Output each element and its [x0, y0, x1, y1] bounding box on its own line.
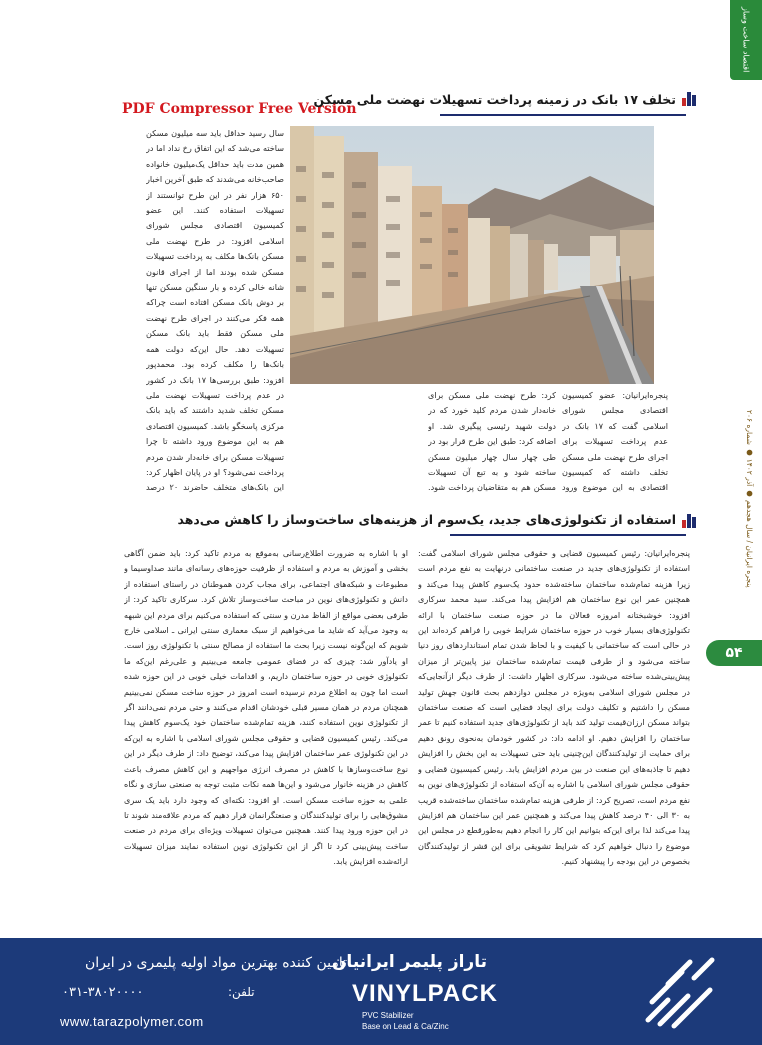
article1-column-right: [562, 388, 668, 498]
article1-column-middle: [428, 388, 556, 498]
ad-product-base: Base on Lead & Ca/Zinc: [362, 1022, 449, 1031]
ad-brand: VINYLPACK: [352, 980, 498, 1007]
headline-underline: [440, 114, 686, 116]
pdf-watermark: PDF Compressor Free Version: [122, 101, 357, 117]
article1-paragraph: پنجره‌ایرانیان: عضو کمیسیون اقتصادی مجلس شورای اسلامی گفت که ۱۷ بانک در عدم پرداخت تسهیلات برای اجرای طرح نهضت ملی مسکن تخلف داشته که کمیسیون اقتصادی به این موضوع ورود: [562, 390, 668, 493]
ad-website-link[interactable]: www.tarazpolymer.com: [60, 1014, 204, 1029]
section-tab-label: اقتصاد ساخت وساز: [741, 7, 751, 73]
article2-paragraph: او با اشاره به ضرورت اطلاع‌رسانی به‌موقع به مردم تاکید کرد: باید ضمن آگاهی بخشی و آموزش به مردم و استفاده از ظرفیت حوزه‌های رسانه‌ای مانند صداوسیما و مطبوعات و شبکه‌های اجتماعی، برای مجاب کردن هموطنان در راستای استفاده از دانش و تکنولوژی‌های نوین در مباحث ساخت‌وساز تلاش کرد. سرکاری تاکید کرد: از طرفی بعضی مواقع از الفاظ مدرن و سنتی که استفاده می‌کنیم برای مردم این شبهه به وجود می‌آید که شاید ما می‌خواهیم از سبک معماری سنتی ایرانی ـ اسلامی خارج شویم که این‌گونه نیست زیرا بحث ما استفاده از مصالح سنتی با تکنولوژی روز است. او یادآور شد: چیزی که در فضای عمومی جامعه می‌بینیم و علی‌رغم این‌که ما تکنولوژی خوبی در حوزه ساختمان داریم، و اقدامات خیلی خوبی در این حوزه شده است اما چون به اطلاع مردم نرسیده است امروز در حوزه ساخت مسکن نمی‌بینیم همچنان مردم در همان مسیر قبلی خودشان اقدام می‌کنند و حتی مردم نمی‌دانند اگر از تکنولوژی نوین استفاده کنند، هزینه تمام‌شده ساختمان خود یک‌سوم کاهش پیدا می‌کند. رئیس کمیسیون قضایی و حقوقی مجلس شورای اسلامی با اشاره به این‌که در این تکنولوژی عمر ساختمان افزایش پیدا می‌کند، توضیح داد: از طرف دیگر در این نوع ساخت‌وسازها با کاهش در مصرف انرژی مواجهیم و این کاهش مصرف باعث کاهش در هزینه خانوار می‌شود و این‌ها همه نکات مثبت توجه به صنعتی سازی و نگاه علمی به حوزه ساخت مسکن است. او افزود: نکته‌ای که وجود دارد باید یک سری مشوق‌هایی را برای تولیدکنندگان و صنعتگرانمان قرار دهیم که مردم علاقه‌مند شوند تا در این حوزه ورود پیدا کنند. همچنین می‌توان تسهیلات ویژه‌ای برای مردم در صنعت ساخت پیش‌بینی کرد تا اگر از این تکنولوژی نوین استفاده نمایند میزان تسهیلات ارائه‌شده افزایش یابد.: [124, 548, 408, 867]
article1-column-left: [146, 126, 284, 496]
headline-underline: [450, 534, 686, 536]
ad-slogan: تامین کننده بهترین مواد اولیه پلیمری در ایران: [84, 955, 347, 971]
page-number: ۵۴: [706, 640, 762, 666]
ad-product-line: PVC Stabilizer: [362, 1011, 414, 1020]
article2-column-right: [418, 546, 690, 928]
headline-bars-icon: [682, 514, 696, 528]
issue-info: پنجره ایرانیان / سال هجدهم ● آذر ۱۴۰۲ ● شماره ۲۰۶: [745, 410, 754, 588]
section-tab: [730, 0, 762, 80]
article2-paragraph: پنجره‌ایرانیان: رئیس کمیسیون قضایی و حقوقی مجلس شورای اسلامی گفت: استفاده از تکنولوژی‌های جدید در صنعت ساختمانی درنهایت به نفع مردم است زیرا هزینه تمام‌شده ساختمان ساخته‌شده حدود یک‌سوم کاهش پیدا می‌کند و همچنین عمر این نوع ساختمان هم افزایش پیدا می‌کند. سید محمد سرکاری افزود: خوشبختانه امروزه فعالان ما در حوزه صنعت ساختمان با ارائه تکنولوژی‌های بسیار خوب در حوزه ساختمان شرایط خوبی را فراهم کرده‌اند این در حالی است که ساختمانی با کیفیت و با لحاظ شدن تمام استانداردهای روز دنیا ساخته می‌شود و از طرفی قیمت تمام‌شده ساختمان نیز پایین‌تر از میزان پیش‌بینی‌شده ساخته می‌شود. سرکاری اظهار داشت: از طرف دیگر ازآنجایی‌که در مجلس شورای اسلامی به‌ویژه در مجلس دوازدهم بحث قانون جهش تولید مسکن را داشتیم و تکلیف دولت برای ایجاد فضایی است که صنعت ساختمان بتواند مسکن ارزان‌قیمت تولید کند باید از تکنولوژی‌های جدید استفاده کنیم تا عمر ساختمان را افزایش دهیم. او ادامه داد: در کشور خودمان به‌نحوی رونق دهیم برای حمایت از تولیدکنندگان این‌چنینی باید حتی تسهیلات به این بخش را افزایش دهیم تا جاذبه‌های این صنعت در بین مردم افزایش یابد. رئیس کمیسیون قضایی و حقوقی مجلس شورای اسلامی با اشاره به آن‌که استفاده از تکنولوژی‌های نوین به نفع مردم است، تصریح کرد: از طرفی هزینه تمام‌شده ساختمان ساخته‌شده قریب به ۳۰ الی ۴۰ درصد کاهش پیدا می‌کند و همچنین عمر این ساختمان هم افزایش پیدا می‌کند لذا برای این‌که بتوانیم این کار را انجام دهیم به‌طورقطع در مجلس این موضوع را دنبال خواهیم کرد که شرایط تشویقی برای این قشر از تولیدکنندگان بخصوص در این بودجه را پیشنهاد کنیم.: [418, 548, 690, 867]
headline-bars-icon: [682, 92, 696, 106]
housing-project-photo: [290, 126, 654, 384]
advertisement-banner[interactable]: [0, 938, 762, 1045]
ad-phone-label: تلفن:: [228, 985, 255, 999]
article1-title: تخلف ۱۷ بانک در زمینه پرداخت تسهیلات نهضت ملی مسکن: [313, 92, 676, 107]
taraz-logo-icon: [638, 950, 722, 1034]
article1-paragraph: کرد: طرح نهضت ملی مسکن برای خانه‌دار شدن مردم کلید خورد که در دولت شهید رئیسی پیگیری شد. او اضافه کرد: طبق این طرح قرار بود در طی چهار سال چهار میلیون مسکن ساخته شود و به تبع آن تسهیلات مسکن هم به متقاضیان پرداخت شود.: [428, 390, 556, 493]
article2-title: استفاده از تکنولوژی‌های جدید، یک‌سوم از هزینه‌های ساخت‌وساز را کاهش می‌دهد: [177, 512, 676, 527]
article1-column-middle-2: [290, 388, 422, 498]
ad-phone: ۰۳۱-۳۸۰۲۰۰۰۰: [62, 985, 144, 1000]
article1-paragraph: سال رسید حداقل باید سه میلیون مسکن ساخته می‌شد که این اتفاق رخ نداد اما در همین مدت باید حداقل یک‌میلیون خانواده صاحب‌خانه می‌شدند که طبق آخرین اخبار ۶۵۰ هزار نفر در این طرح توانستند از تسهیلات استفاده کنند. این عضو کمیسیون اقتصادی مجلس شورای اسلامی افزود: در طرح نهضت ملی مسکن بانک‌ها مکلف به پرداخت تسهیلات مسکن شده بودند اما از اجرای قانون شانه خالی کرده و بار سنگین مسکن تنها بر دوش بانک مسکن افتاده است چراکه همه فکر می‌کنند در اجرای طرح نهضت ملی مسکن فقط باید بانک مسکن تسهیلات دهد. حال این‌که دولت همه بانک‌ها را مکلف کرده بود. محمدپور افزود: طبق بررسی‌ها ۱۷ بانک در کشور در عدم پرداخت تسهیلات نهضت ملی مسکن تخلف شدید داشتند که باید بانک مرکزی پاسخگو باشد. کمیسیون اقتصادی هم به این موضوع ورود داشته تا چرا تسهیلات مسکن برای خانه‌دار شدن مردم پرداخت نمی‌شود؟ او در پایان اظهار کرد: این بانک‌های متخلف حاضرند ۲۰ درصد: [146, 128, 284, 493]
ad-company-name: تاراز پلیمر ایرانیان: [331, 952, 487, 972]
article2-column-left: [124, 546, 408, 928]
